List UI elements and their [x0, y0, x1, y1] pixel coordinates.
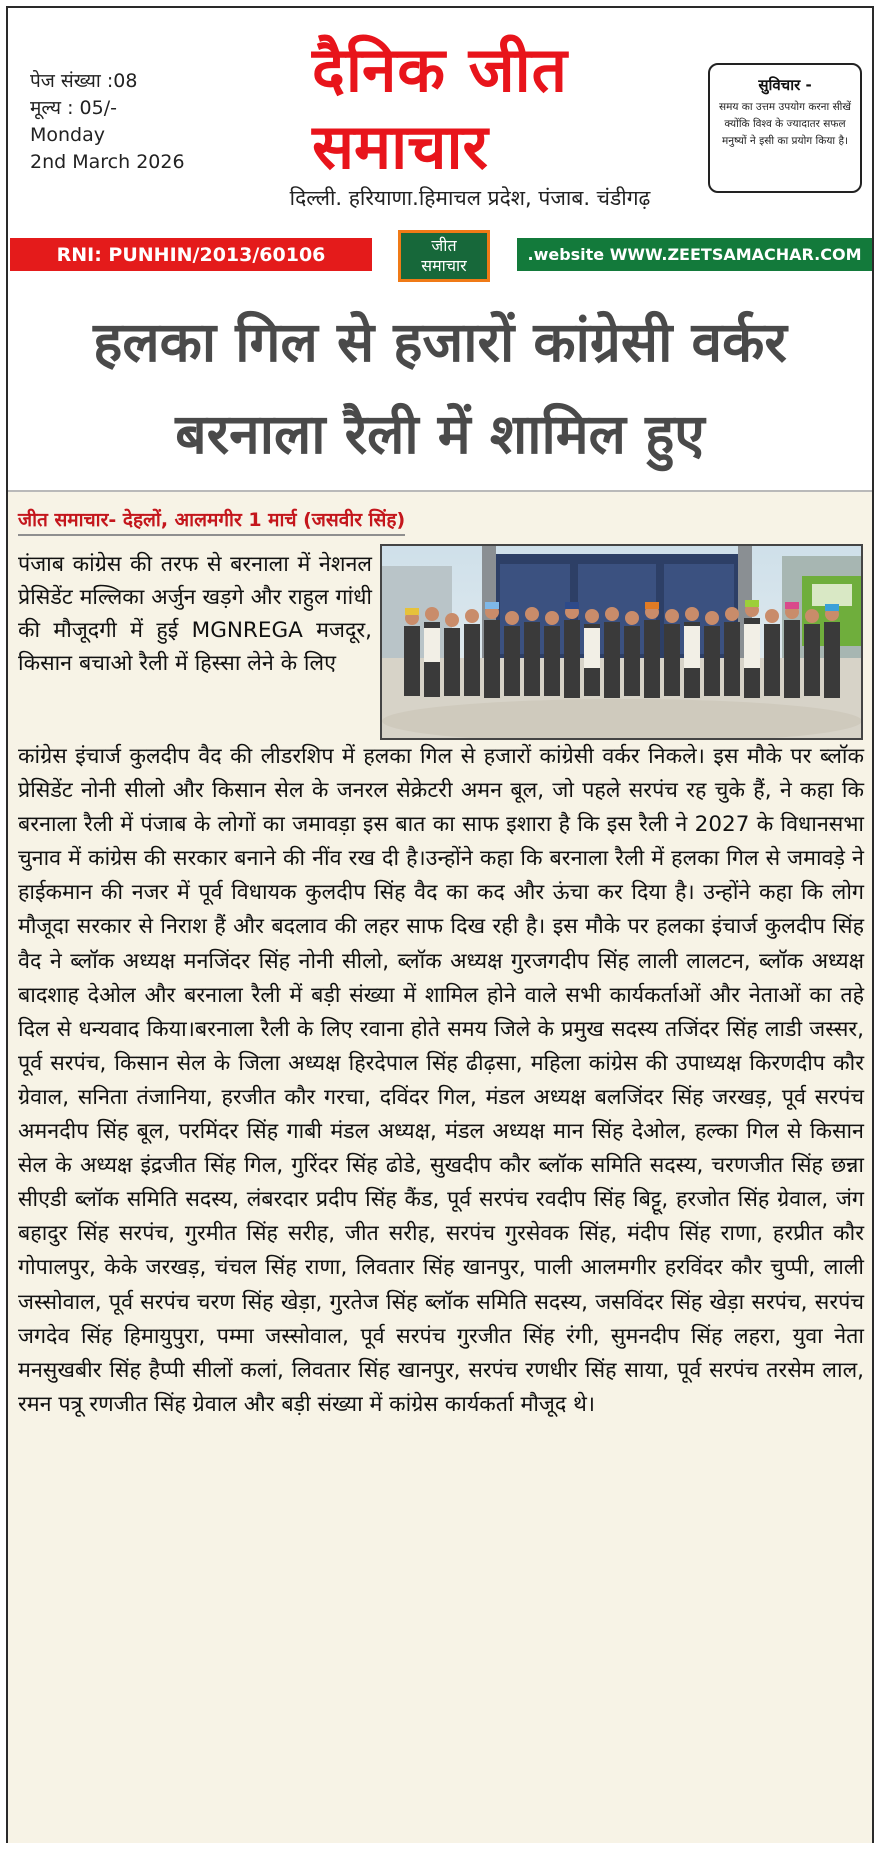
thought-body: समय का उत्तम उपयोग करना सीखें क्योंकि विश्व के ज्यादातर सफल मनुष्यों ने इसी का प्रयोग किया है।: [719, 101, 851, 147]
thought-title: सुविचार -: [758, 76, 812, 94]
regions-line: दिल्ली. हरियाणा.हिमाचल प्रदेश, पंजाब. चंडीगढ़: [289, 186, 651, 210]
headline-line2: बरनाला रैली में शामिल हुए: [175, 402, 705, 466]
newspaper-page: [6, 6, 874, 1843]
small-logo: [398, 230, 490, 282]
article-paragraph-intro: पंजाब कांग्रेस की तरफ से बरनाला में नेशनल प्रेसिडेंट मल्लिका अर्जुन खड़गे और राहुल गांधी की मौजूदगी में हुई MGNREGA मजदूर, किसान बचाओ रैली में हिस्सा लेने के लिए: [18, 552, 372, 676]
headline-line1: हलका गिल से हजारों कांग्रेसी वर्कर: [93, 310, 787, 374]
group-photo: [380, 544, 863, 740]
rni-badge: RNI: PUNHIN/2013/60106: [10, 238, 372, 271]
issue-date: 2nd March 2026: [30, 151, 185, 173]
website-link[interactable]: .website WWW.ZEETSAMACHAR.COM: [517, 238, 872, 271]
brand-title-line1: दैनिक जीत: [312, 33, 568, 106]
price: मूल्य : 05/-: [30, 97, 117, 119]
article-paragraph-main: कांग्रेस इंचार्ज कुलदीप वैद की लीडरशिप में हलका गिल से हजारों कांग्रेसी वर्कर निकले। इस मौके पर ब्लॉक प्रेसिडेंट नोनी सीलो और किसान सेल के जनरल सेक्रेटरी अमन बूल, जो पहले सरपंच रह चुके हैं, ने कहा कि बरनाला रैली में पंजाब के लोगों का जमावड़ा इस बात का साफ इशारा है कि इस रैली ने 2027 के विधानसभा चुनाव में कांग्रेस की सरकार बनाने की नींव रख दी है।उन्होंने कहा कि बरनाला रैली में हलका गिल से जमावड़े ने हाईकमान की नजर में पूर्व विधायक कुलदीप सिंह वैद का कद और ऊंचा कर दिया है। उन्होंने कहा कि लोग मौजूदा सरकार से निराश हैं और बदलाव की लहर साफ दिख रही है। इस मौके पर हलका इंचार्ज कुलदीप सिंह वैद ने ब्लॉक अध्यक्ष मनजिंदर सिंह नोनी सीलो, ब्लॉक अध्यक्ष गुरजगदीप सिंह लाली लालटन, ब्लॉक अध्यक्ष बादशाह देओल और बरनाला रैली में बड़ी संख्या में शामिल होने वाले सभी कार्यकर्ताओं और नेताओं का तहे दिल से धन्यवाद किया।बरनाला रैली के लिए रवाना होते समय जिले के प्रमुख सदस्य तजिंदर सिंह लाडी जस्सर, पूर्व सरपंच, किसान सेल के जिला अध्यक्ष हिरदेपाल सिंह ढीढ़सा, महिला कांग्रेस की उपाध्यक्ष किरणदीप कौर ग्रेवाल, सनिता तंजानिया, हरजीत कौर गरचा, दविंदर गिल, मंडल अध्यक्ष बलजिंदर सिंह जरखड़, पूर्व सरपंच अमनदीप सिंह बूल, परमिंदर सिंह गाबी मंडल अध्यक्ष, मंडल अध्यक्ष मान सिंह देओल, हल्का गिल से किसान सेल के अध्यक्ष इंद्रजीत सिंह गिल, गुरिंदर सिंह ढोडे, सुखदीप कौर ब्लॉक समिति सदस्य, चरणजीत सिंह छन्ना सीएडी ब्लॉक समिति सदस्य, लंबरदार प्रदीप सिंह कैंड, पूर्व सरपंच रवदीप सिंह बिट्टू, हरजोत सिंह ग्रेवाल, जंग बहादुर सिंह सरपंच, गुरमीत सिंह सरीह, जीत सरीह, सरपंच गुरसेवक सिंह, मंदीप सिंह राणा, हरप्रीत कौर गोपालपुर, केके जरखड़, चंचल सिंह राणा, लिवतार सिंह खानपुर, पाली आलमगीर हरविंदर कौर चुप्पी, लाली जस्सोवाल, पूर्व सरपंच चरण सिंह खेड़ा, गुरतेज सिंह ब्लॉक समिति सदस्य, जसविंदर सिंह खेड़ा सरपंच, सरपंच जगदेव सिंह हिमायुपुरा, पम्मा जस्सोवाल, पूर्व सरपंच गुरजीत सिंह रंगी, सुमनदीप सिंह लहरा, युवा नेता मनसुखबीर सिंह हैप्पी सीलों कलां, लिवतार सिंह खानपुर, सरपंच रणधीर सिंह साया, पूर्व सरपंच तरसेम लाल, रमन पत्रू रणजीत सिंह ग्रेवाल और बड़ी संख्या में कांग्रेस कार्यकर्ता मौजूद थे।: [18, 744, 864, 1417]
info-strip: [8, 230, 872, 280]
small-logo-line1: जीत: [431, 236, 457, 255]
brand-title-line2: समाचार: [312, 110, 488, 183]
masthead: [8, 8, 872, 223]
headline: [8, 296, 872, 480]
article-body: [8, 490, 872, 1843]
thought-of-day-box: [708, 63, 862, 193]
photo-illustration: [382, 546, 863, 740]
issue-day: Monday: [30, 124, 106, 146]
page-number: पेज संख्या :08: [30, 70, 138, 92]
dateline: जीत समाचार- देहलों, आलमगीर 1 मार्च (जसवीर सिंह): [18, 506, 405, 536]
small-logo-line2: समाचार: [421, 256, 467, 275]
